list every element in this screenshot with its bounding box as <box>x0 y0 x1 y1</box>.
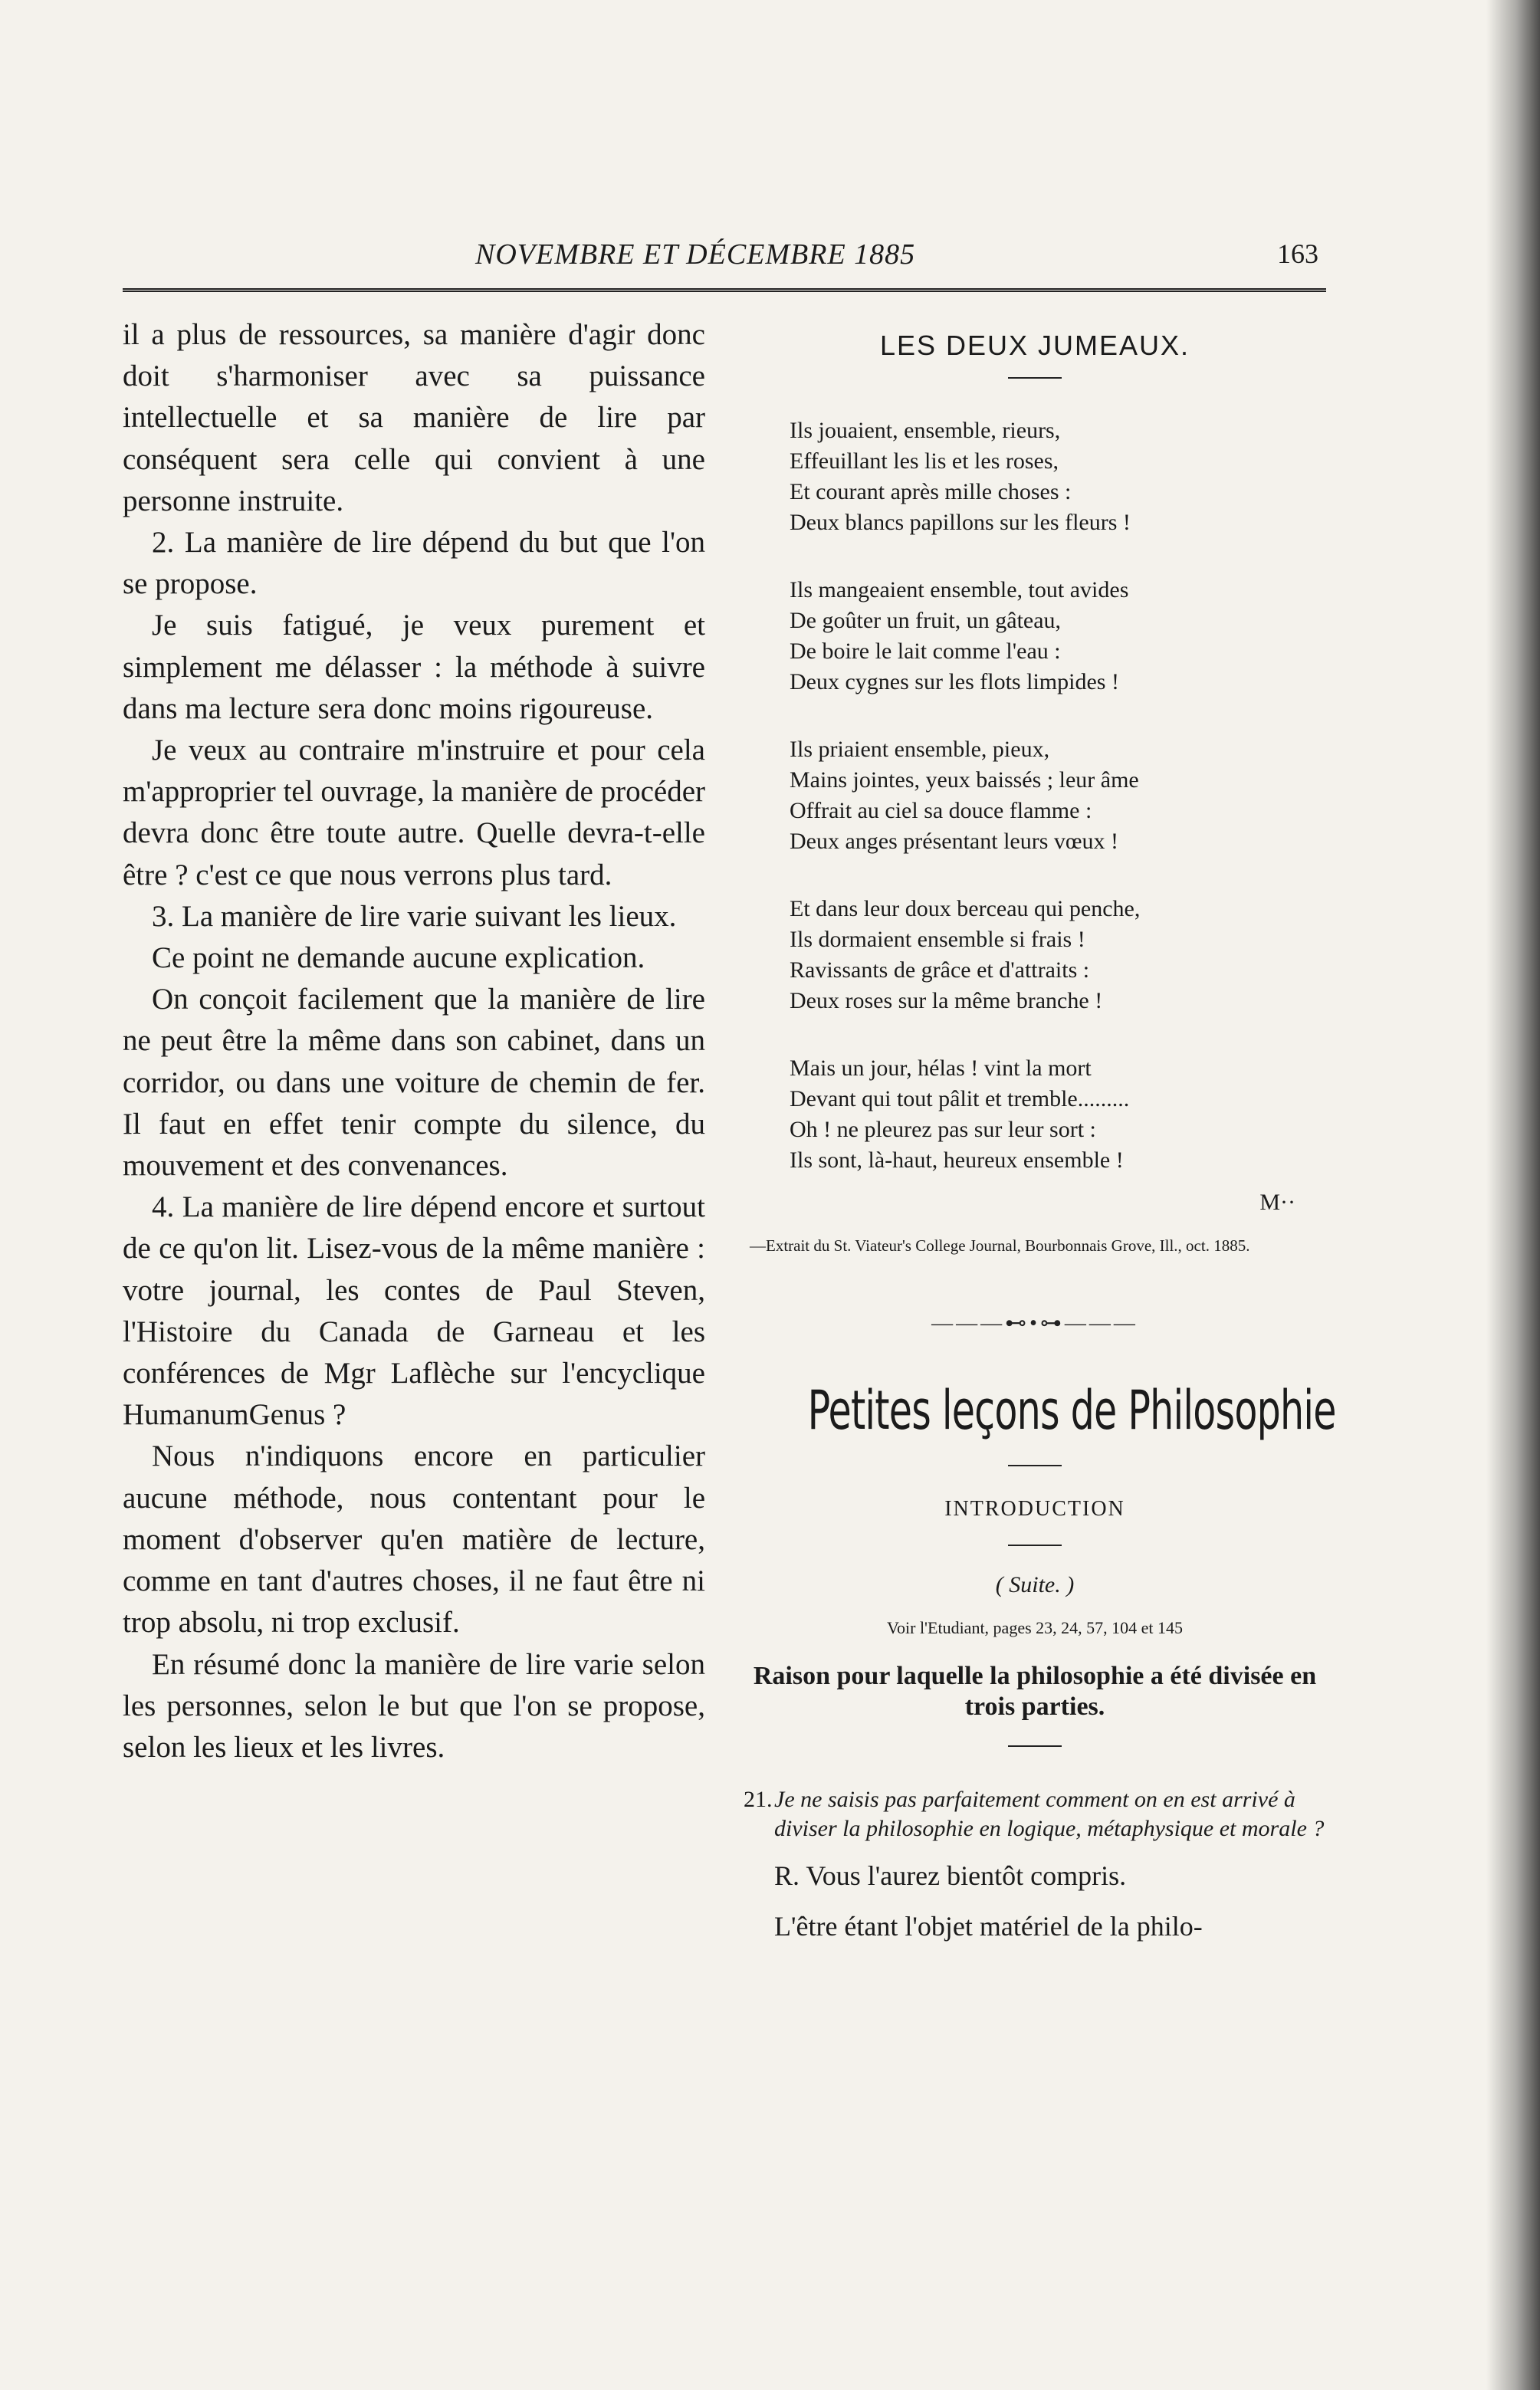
suite-label: ( Suite. ) <box>995 1572 1075 1597</box>
paragraph: On conçoit facilement que la manière de lire ne peut être la même dans son cabinet, dans un corridor, ou dans une voiture de chemin de fer. Il faut en effet tenir compte du silence, du mouvement et des convenances. <box>123 983 705 1183</box>
poem-line: De boire le lait comme l'eau : <box>790 639 1061 664</box>
paragraph: 3. La manière de lire varie suivant les lieux. <box>152 899 677 933</box>
poem-stanza <box>790 575 1326 698</box>
poem-line: Et dans leur doux berceau qui penche, <box>790 896 1141 921</box>
poem-line: De goûter un fruit, un gâteau, <box>790 608 1062 633</box>
section-subtitle: INTRODUCTION <box>944 1497 1125 1521</box>
reference-note: Voir l'Etudiant, pages 23, 24, 57, 104 et 145 <box>886 1618 1184 1637</box>
poem-stanza <box>790 734 1326 857</box>
poem-line: Oh ! ne pleurez pas sur leur sort : <box>790 1117 1096 1142</box>
page-number: 163 <box>1277 238 1318 269</box>
question <box>744 1785 1326 1843</box>
poem-line: Ils priaient ensemble, pieux, <box>790 737 1050 762</box>
poem-line: Deux roses sur la même branche ! <box>790 988 1103 1013</box>
paragraph: Ce point ne demande aucune explication. <box>152 941 645 975</box>
poem-line: Ils mangeaient ensemble, tout avides <box>790 577 1129 602</box>
divider <box>1008 1745 1062 1747</box>
divider <box>1008 1545 1062 1546</box>
answer-line: R. Vous l'aurez bientôt compris. <box>774 1860 1127 1891</box>
page-header <box>123 238 1318 284</box>
header-rule <box>123 288 1326 292</box>
divider <box>1008 1465 1062 1466</box>
poem-line: Mais un jour, hélas ! vint la mort <box>790 1055 1092 1081</box>
right-column <box>744 330 1336 1945</box>
poem-line: Mains jointes, yeux baissés ; leur âme <box>790 767 1139 793</box>
poem-line: Ils sont, là-haut, heureux ensemble ! <box>790 1147 1124 1173</box>
paragraph: 4. La manière de lire dépend encore et surtout de ce qu'on lit. Lisez-vous de la même manière : votre journal, les contes de Paul Steven, l'Histoire du Canada de Garneau et les conférences de Mgr Laflèche sur l'encyclique HumanumGenus ? <box>123 1190 705 1432</box>
poem-line: Ravissants de grâce et d'attraits : <box>790 957 1090 983</box>
poem-line: Deux cygnes sur les flots limpides ! <box>790 669 1119 694</box>
section-title: Petites leçons de Philosophie <box>807 1379 1336 1442</box>
answer-line: L'être étant l'objet matériel de la philo- <box>774 1911 1203 1942</box>
paragraph: Je veux au contraire m'instruire et pour cela m'approprier tel ouvrage, la manière de procéder devra donc être toute autre. Quelle devra-t-elle être ? c'est ce que nous verrons plus tard. <box>123 734 705 891</box>
ornament-divider: ———⊷•⊶——— <box>931 1312 1138 1335</box>
divider <box>1008 377 1062 379</box>
page-edge-shadow <box>1486 0 1540 2390</box>
left-column <box>123 314 705 1768</box>
poem-line: Et courant après mille choses : <box>790 479 1072 504</box>
paragraph: Nous n'indiquons encore en particulier aucune méthode, nous contentant pour le moment d'observer qu'en matière de lecture, comme en tant d'autres choses, il ne faut être ni trop absolu, ni trop exclusif. <box>123 1440 705 1640</box>
poem-line: Devant qui tout pâlit et tremble......... <box>790 1086 1130 1111</box>
poem-stanza <box>790 894 1326 1016</box>
paragraph: Je suis fatigué, je veux purement et simplement me délasser : la méthode à suivre dans ma lecture sera donc moins rigoureuse. <box>123 609 705 725</box>
poem-title: LES DEUX JUMEAUX. <box>879 330 1190 361</box>
poem-line: Deux anges présentant leurs vœux ! <box>790 829 1119 854</box>
poem-stanza <box>790 415 1326 538</box>
poem-line: Ils dormaient ensemble si frais ! <box>790 927 1085 952</box>
poem-source: —Extrait du St. Viateur's College Journal, Bourbonnais Grove, Ill., oct. 1885. <box>750 1236 1250 1255</box>
question-text: Je ne saisis pas parfaitement comment on en est arrivé à diviser la philosophie en logique, métaphysique et morale ? <box>774 1787 1325 1841</box>
section-heading: Raison pour laquelle la philosophie a été divisée en trois parties. <box>753 1662 1317 1721</box>
paragraph: 2. La manière de lire dépend du but que l'on se propose. <box>123 526 705 601</box>
poem-signature: M·· <box>1259 1190 1295 1215</box>
paragraph: En résumé donc la manière de lire varie selon les personnes, selon le but que l'on se propose, selon les lieux et les livres. <box>123 1647 705 1764</box>
question-number: 21. <box>744 1787 773 1812</box>
poem-line: Effeuillant les lis et les roses, <box>790 448 1059 474</box>
poem-line: Ils jouaient, ensemble, rieurs, <box>790 418 1061 443</box>
poem-stanza <box>790 1053 1326 1176</box>
running-title: NOVEMBRE ET DÉCEMBRE 1885 <box>475 238 916 271</box>
paragraph: il a plus de ressources, sa manière d'agir donc doit s'harmoniser avec sa puissance intellectuelle et sa manière de lire par conséquent sera celle qui convient à une personne instruite. <box>123 318 705 517</box>
poem-line: Deux blancs papillons sur les fleurs ! <box>790 510 1131 535</box>
poem-line: Offrait au ciel sa douce flamme : <box>790 798 1092 823</box>
